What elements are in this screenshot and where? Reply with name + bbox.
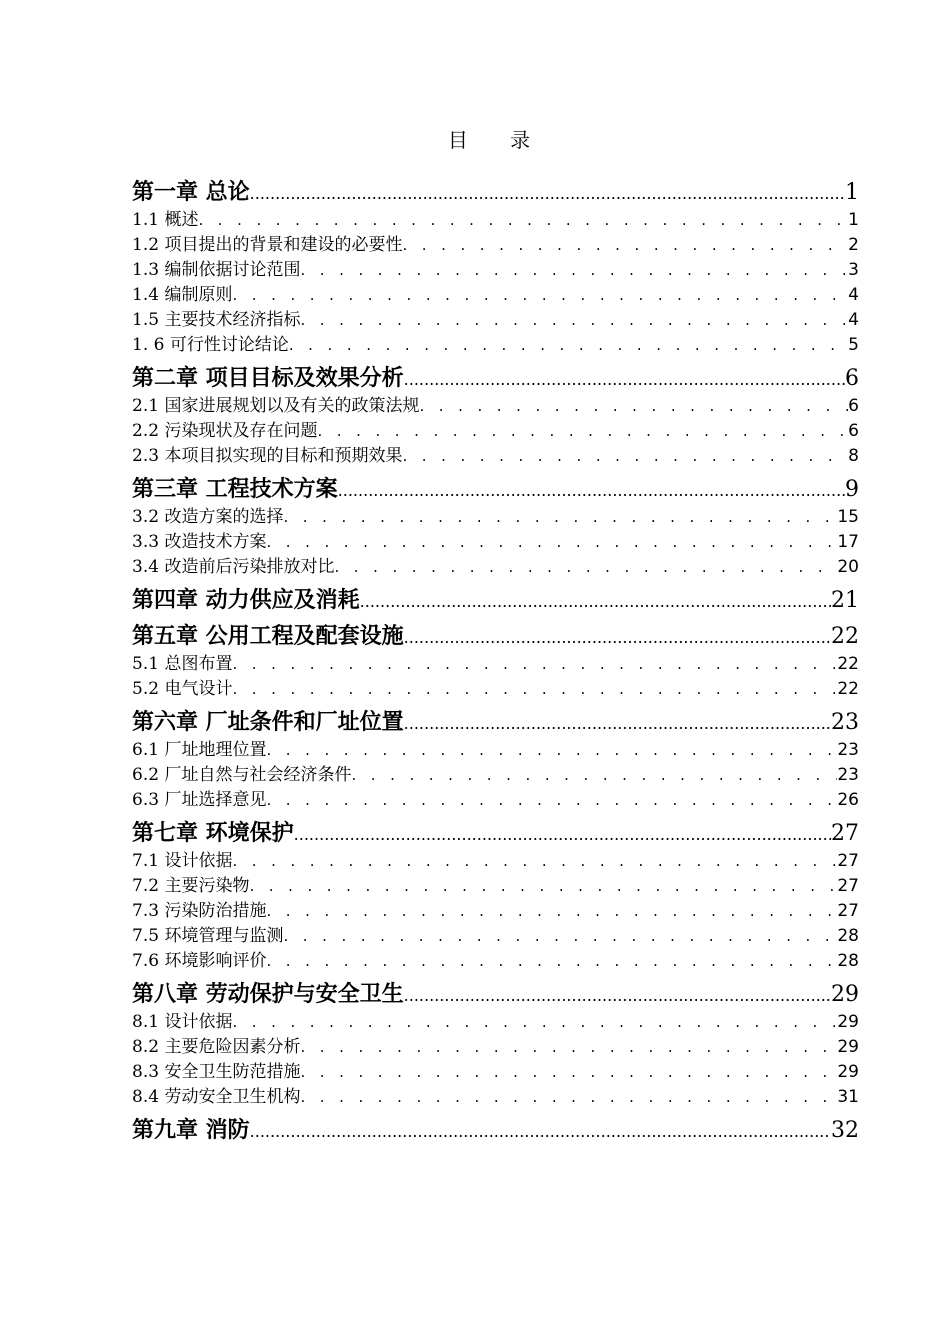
toc-entry-label: 1.2 项目提出的背景和建设的必要性 [132,235,403,255]
toc-section-entry[interactable] [132,308,859,333]
toc-section-entry[interactable] [132,1010,859,1035]
toc-page-number: 31 [837,1087,859,1107]
dot-leader [294,819,831,849]
toc-page-number: 6 [848,421,859,441]
toc-section-entry[interactable] [132,505,859,530]
dot-leader [266,949,837,974]
toc-chapter-entry[interactable] [132,474,859,505]
toc-section-entry[interactable] [132,788,859,813]
toc-section-entry[interactable] [132,555,859,580]
toc-page-number: 20 [837,557,859,577]
toc-entry-label: 6.1 厂址地理位置 [132,740,267,760]
toc-page-number: 29 [831,982,859,1007]
toc-section-entry[interactable] [132,1060,859,1085]
dot-leader [232,849,837,874]
toc-section-entry[interactable] [132,394,859,419]
toc-page-number: 4 [848,285,859,305]
dot-leader [300,258,848,283]
dot-leader [266,899,837,924]
toc-entry-label: 8.1 设计依据 [132,1012,233,1032]
toc-chapter-entry[interactable] [132,1115,859,1146]
toc-entry-label: 7.3 污染防治措施 [132,901,267,921]
toc-page-number: 6 [845,366,859,391]
toc-page-number: 29 [837,1062,859,1082]
toc-entry-label: 1. 6 可行性讨论结论 [132,335,289,355]
toc-section-entry[interactable] [132,899,859,924]
toc-entry-label: 8.4 劳动安全卫生机构 [132,1087,301,1107]
dot-leader [351,763,837,788]
dot-leader [232,677,837,702]
dot-leader [289,333,848,358]
toc-section-entry[interactable] [132,419,859,444]
toc-page-number: 9 [845,477,859,502]
toc-entry-label: 7.1 设计依据 [132,851,233,871]
dot-leader [249,874,837,899]
dot-leader [300,1085,837,1110]
toc-entry-label: 5.2 电气设计 [132,679,233,699]
toc-page-number: 27 [837,851,859,871]
toc-entry-label: 3.3 改造技术方案 [132,532,267,552]
toc-section-entry[interactable] [132,530,859,555]
toc-section-entry[interactable] [132,444,859,469]
toc-page-number: 29 [837,1012,859,1032]
toc-section-entry[interactable] [132,849,859,874]
toc-entry-label: 8.2 主要危险因素分析 [132,1037,301,1057]
toc-page-number: 27 [837,901,859,921]
dot-leader [404,364,845,394]
dot-leader [360,586,831,616]
toc-page-number: 28 [837,951,859,971]
dot-leader [283,505,837,530]
toc-section-entry[interactable] [132,677,859,702]
dot-leader [232,283,848,308]
toc-section-entry[interactable] [132,283,859,308]
toc-entry-label: 7.5 环境管理与监测 [132,926,284,946]
toc-entry-label: 7.6 环境影响评价 [132,951,267,971]
toc-section-entry[interactable] [132,333,859,358]
dot-leader [250,178,845,208]
toc-entry-label: 6.3 厂址选择意见 [132,790,267,810]
toc-entry-label: 2.1 国家进展规划以及有关的政策法规 [132,396,420,416]
toc-entry-label: 8.3 安全卫生防范措施 [132,1062,301,1082]
dot-leader [232,652,837,677]
toc-section-entry[interactable] [132,874,859,899]
toc-entry-label: 1.3 编制依据讨论范围 [132,260,301,280]
toc-entry-label: 2.3 本项目拟实现的目标和预期效果 [132,446,403,466]
toc-page-number: 22 [831,624,859,649]
toc-page-number: 22 [837,679,859,699]
dot-leader [300,1060,837,1085]
toc-entry-label: 1.1 概述 [132,210,199,230]
toc-entry-label: 第一章 总论 [132,179,250,205]
toc-page-number: 2 [848,235,859,255]
dot-leader [338,475,845,505]
toc-page-number: 22 [837,654,859,674]
table-of-contents [132,172,859,1146]
toc-section-entry[interactable] [132,1085,859,1110]
dot-leader [419,394,848,419]
toc-chapter-entry[interactable] [132,177,859,208]
toc-page-number: 32 [831,1118,859,1143]
dot-leader [198,208,848,233]
dot-leader [334,555,837,580]
toc-page-number: 8 [848,446,859,466]
dot-leader [266,738,837,763]
toc-section-entry[interactable] [132,233,859,258]
toc-chapter-entry[interactable] [132,363,859,394]
toc-page-number: 1 [848,210,859,230]
dot-leader [300,1035,837,1060]
dot-leader [283,924,837,949]
toc-chapter-entry[interactable] [132,621,859,652]
toc-entry-label: 5.1 总图布置 [132,654,233,674]
toc-entry-label: 第三章 工程技术方案 [132,476,338,502]
toc-section-entry[interactable] [132,949,859,974]
toc-page-number: 6 [848,396,859,416]
toc-chapter-entry[interactable] [132,979,859,1010]
toc-entry-label: 6.2 厂址自然与社会经济条件 [132,765,352,785]
toc-page-number: 1 [845,180,859,205]
toc-page-number: 26 [837,790,859,810]
dot-leader [404,708,831,738]
toc-page-number: 23 [831,710,859,735]
toc-page-number: 29 [837,1037,859,1057]
toc-section-entry[interactable] [132,738,859,763]
page-title: 目 录 [447,128,549,152]
toc-page-number: 17 [837,532,859,552]
toc-entry-label: 第五章 公用工程及配套设施 [132,623,404,649]
toc-entry-label: 3.4 改造前后污染排放对比 [132,557,335,577]
toc-section-entry[interactable] [132,924,859,949]
toc-section-entry[interactable] [132,1035,859,1060]
toc-page-number: 28 [837,926,859,946]
toc-entry-label: 3.2 改造方案的选择 [132,507,284,527]
toc-page-number: 23 [837,765,859,785]
toc-page-number: 23 [837,740,859,760]
toc-page-number: 27 [837,876,859,896]
toc-entry-label: 第九章 消防 [132,1117,250,1143]
toc-section-entry[interactable] [132,208,859,233]
toc-entry-label: 第四章 动力供应及消耗 [132,587,360,613]
dot-leader [404,980,831,1010]
toc-page-number: 3 [848,260,859,280]
toc-entry-label: 1.4 编制原则 [132,285,233,305]
dot-leader [266,530,837,555]
toc-section-entry[interactable] [132,763,859,788]
toc-page-number: 4 [848,310,859,330]
toc-chapter-entry[interactable] [132,585,859,616]
toc-section-entry[interactable] [132,652,859,677]
dot-leader [317,419,848,444]
toc-entry-label: 第六章 厂址条件和厂址位置 [132,709,404,735]
dot-leader [300,308,848,333]
toc-page-number: 21 [831,588,859,613]
dot-leader [266,788,837,813]
toc-section-entry[interactable] [132,258,859,283]
dot-leader [402,444,848,469]
dot-leader [232,1010,837,1035]
dot-leader [404,622,831,652]
toc-page-number: 5 [848,335,859,355]
toc-page-number: 27 [831,821,859,846]
toc-chapter-entry[interactable] [132,818,859,849]
toc-page-number: 15 [837,507,859,527]
toc-entry-label: 7.2 主要污染物 [132,876,250,896]
toc-entry-label: 第七章 环境保护 [132,820,294,846]
toc-chapter-entry[interactable] [132,707,859,738]
toc-entry-label: 1.5 主要技术经济指标 [132,310,301,330]
toc-entry-label: 第八章 劳动保护与安全卫生 [132,981,404,1007]
dot-leader [250,1116,831,1146]
dot-leader [402,233,848,258]
toc-entry-label: 第二章 项目目标及效果分析 [132,365,404,391]
toc-entry-label: 2.2 污染现状及存在问题 [132,421,318,441]
